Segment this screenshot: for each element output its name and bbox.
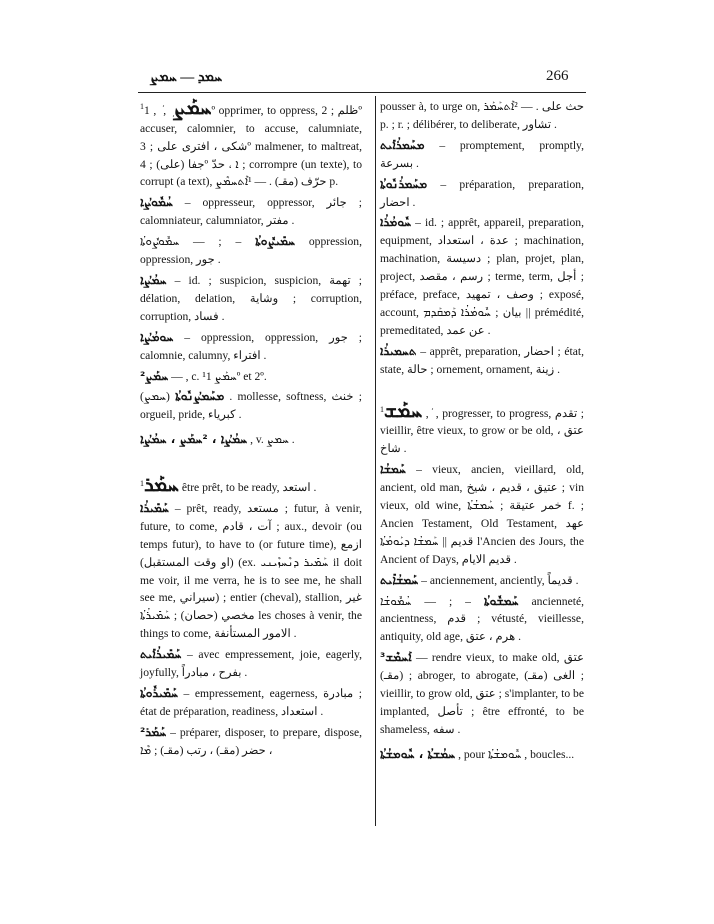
definition: – prêt, ready, مستعد ; futur, à venir, future, to come, آت ، قادم ; aux., devoir (ou temps futur), to have to (or future time), ازمع (او وقت المستقبل) (ex. ܚܰܡܺܝܪ ܕܢܶܚܙܶܝܢܝ il doit me voir, il me verra, he is to see me, he shall see me, سيراني) ; entier (cheval), stallion, غير مخصي (حصان) ; ܚܰܡܺܝܪܳܬܳܐ les choses à venir, the things to come, الامور المستأنفة . [140,501,363,641]
entry-curls [380,746,584,764]
entry-continuation [380,98,584,134]
headword: ܚܡܰܨ [173,94,212,119]
entry-number: 1 [140,479,144,489]
definition: – id. ; suspicion, suspicion, تهمة ; délation, delation, وشاية ; corruption, corruption, فساد . [140,274,362,323]
definition: (ܚܡܨ) . mollesse, softness, خنث ; orgueil, pride, كبرياء . [140,390,362,422]
headword: ܡܚܰܡܨܳܢܽܘܬܳܐ [175,389,225,404]
definition: – oppression, oppression, جور ; calomnie, calumny, افتراء . [140,330,363,362]
running-header-guide-words: ܚܡܕ — ܚܡܨ [150,70,223,85]
headword: ܚܡܳܨܳܐ [140,273,167,288]
header-rule [138,92,586,93]
entry-oppression [140,233,362,269]
headword: ²ܚܰܡܰܪ [140,724,167,739]
definition: – apprêt, preparation, احضار ; état, state, حالة ; ornement, ornament, زينة . [380,344,584,376]
entry-promptly [380,137,584,173]
left-column [140,94,363,760]
definition: – vieux, ancien, vieillard, old, ancient, old man, عتيق ، قديم ، شيخ ; vin vieux, old wine, خمر عتيقة ; ܚܰܡܫܳܬܳܐ f. ; Ancien Testament, Old Testament, عهد قديم || ܚܰܡܫܳܐ ܕܝܰܘܡܳܬܳܐ l'Ancien des Jours, the Ancient of Days, قديم الايام . [380,463,585,566]
page-number: 266 [546,68,569,84]
entry-eagerly [140,646,362,682]
entry-preparation [380,176,584,212]
definition: — rendre vieux, to make old, عتق (مقـ) ; abroger, to abrogate, الغى (مقـ) ; vieillir, to grow old, عتق ; s'implanter, to be implanted, تأصل ; être effronté, to be shameless, سفه . [380,651,584,736]
entry-ancientness [380,593,584,647]
headword: ܚܰܡܫܳܐ [380,462,406,477]
entry-progress [380,397,584,459]
definition: – ; — ܚܡܽܘܨܽܘܬܳܐ oppression, oppression, جور . [140,235,362,267]
definition: — , c. ¹ܚܡܰܨ 1º et 2º. [171,369,267,383]
entry-number: 1 [380,404,384,414]
definition: être prêt, to be ready, استعد . [181,481,317,495]
definition: – avec empressement, joie, eagerly, joyfully, بفرح ، مبادراً . [140,648,362,680]
definition: – ; — ܚܳܡܽܘܫܳܐ ancienneté, ancientness, قدم ; vétusté, vieillesse, antiquity, old age, هرم ، عتق . [380,594,584,644]
right-column [380,98,584,764]
headword: ܚܡܺܝܨܽܘܬܳܐ [255,234,296,249]
entry-ornament [380,343,584,379]
headword: ܚܰܡܺܝܪܳܐܺܝܬ [140,647,182,662]
headword: ܚܡܰܪ [144,472,179,497]
definition: , v. ܚܡܨ . [250,433,295,447]
headword: ܚܡܳܫܬܳܐ ، ܚܽܘܡܫܳܬܳܐ [380,746,456,761]
definition: , ܿ , progresser, to progress, تقدم ; vieillir, être vieux, to grow or be old, عتق ، شاخ . [380,406,584,456]
entry-equipment [380,214,584,339]
entry-anciently [380,572,584,590]
entry-oppress [140,94,362,191]
definition: – oppresseur, oppressor, جائر ; calomniateur, calumniator, مفتر . [140,196,362,228]
headword: ܚܘܡܳܨܳܐ [140,329,174,344]
definition: – id. ; apprêt, appareil, preparation, equipment, عدة ، استعداد ; machination, machination, دسيسة ; plan, projet, plan, project, رسم ، مقصد ; terme, term, أجل ; préface, preface, وصف ، تمهيد ; exposé, account, بيان ; ܚܽܘܡܳܪܳܐ ܕܰܡܩܰܕܡ || prémédité, premeditated, عن عمد . [380,216,584,337]
headword: ܡܚܰܡܪܳܐܺܝܬ [380,137,425,152]
headword: ܬܚܡܝܪܳܐ [380,343,417,358]
definition: – promptement, promptly, بسرعة . [380,138,584,170]
headword: ³ܐܰܚܡܶܫ [380,650,412,665]
entry-make-old [380,649,584,739]
entry-eagerness [140,685,362,721]
definition: – préparer, disposer, to prepare, dispose, حضر (مقـ) ، رتب (مقـ) ; ܡܶܐ ، [140,725,362,757]
headword: ܚܡܰܫ [384,397,423,422]
headword: ܚܰܡܫܽܘܬܳܐ [483,593,519,608]
entry-calumny [140,329,362,365]
entry-number: 1 [140,102,144,111]
headword: ܚܳܡܽܘܨܳܐ [140,195,173,210]
entry-be-ready [140,472,362,497]
definition: – empressement, eagerness, مبادرة ; état de préparation, readiness, استعداد . [140,687,362,718]
entry-ready [140,500,362,643]
headword: ܚܰܡܺܝܪܽܘܬܳܐ [140,686,178,700]
headword: ²ܚܡܰܨ [140,368,169,383]
headword: ܚܰܡܺܝܪܳܐ [140,500,169,515]
definition: pousser à, to urge on, حث على . — ²ܐܶܬܚܰܡܰܪ p. ; r. ; délibérer, to deliberate, تشاور . [380,100,585,131]
entry-prepare [140,724,362,760]
headword: ܡܚܰܡܪܳܢܽܘܬܳܐ [380,176,428,191]
entry-see-also [140,431,362,449]
entry-suspicion [140,272,362,326]
entry-cross-reference [140,368,362,386]
entry-oppressor [140,194,362,230]
definition: – anciennement, anciently, قديماً . [421,573,579,587]
definition: – préparation, preparation, احضار . [380,177,585,209]
headword: ܚܽܘܡܳܪܳܐ [380,215,412,230]
entry-softness [140,388,362,424]
definition: , pour ܚܽܘܡܫܳܬܳܐ , boucles... [458,747,575,761]
definition: ܼ , ܿ , 1º opprimer, to oppress, ظلم ; 2º accuser, calomnier, to accuse, calumniate, شكى ، افترى على ; 3º malmener, to maltreat, جفا (على) ; 4º ܐ ، حدّ ; corrompre (un texte), to corrupt (a text), حرّف (مقـ) . — ¹ܐܶܬܚܡܶܨ p. [140,103,362,189]
headword: ܚܡܳܨܳܐ ، ²ܚܡܰܨ ، ܚܡܳܨܳܐ [140,432,248,447]
entry-old [380,461,584,568]
column-divider [375,96,376,826]
headword: ܚܰܡܫܳܐܺܝܬ [380,572,419,587]
